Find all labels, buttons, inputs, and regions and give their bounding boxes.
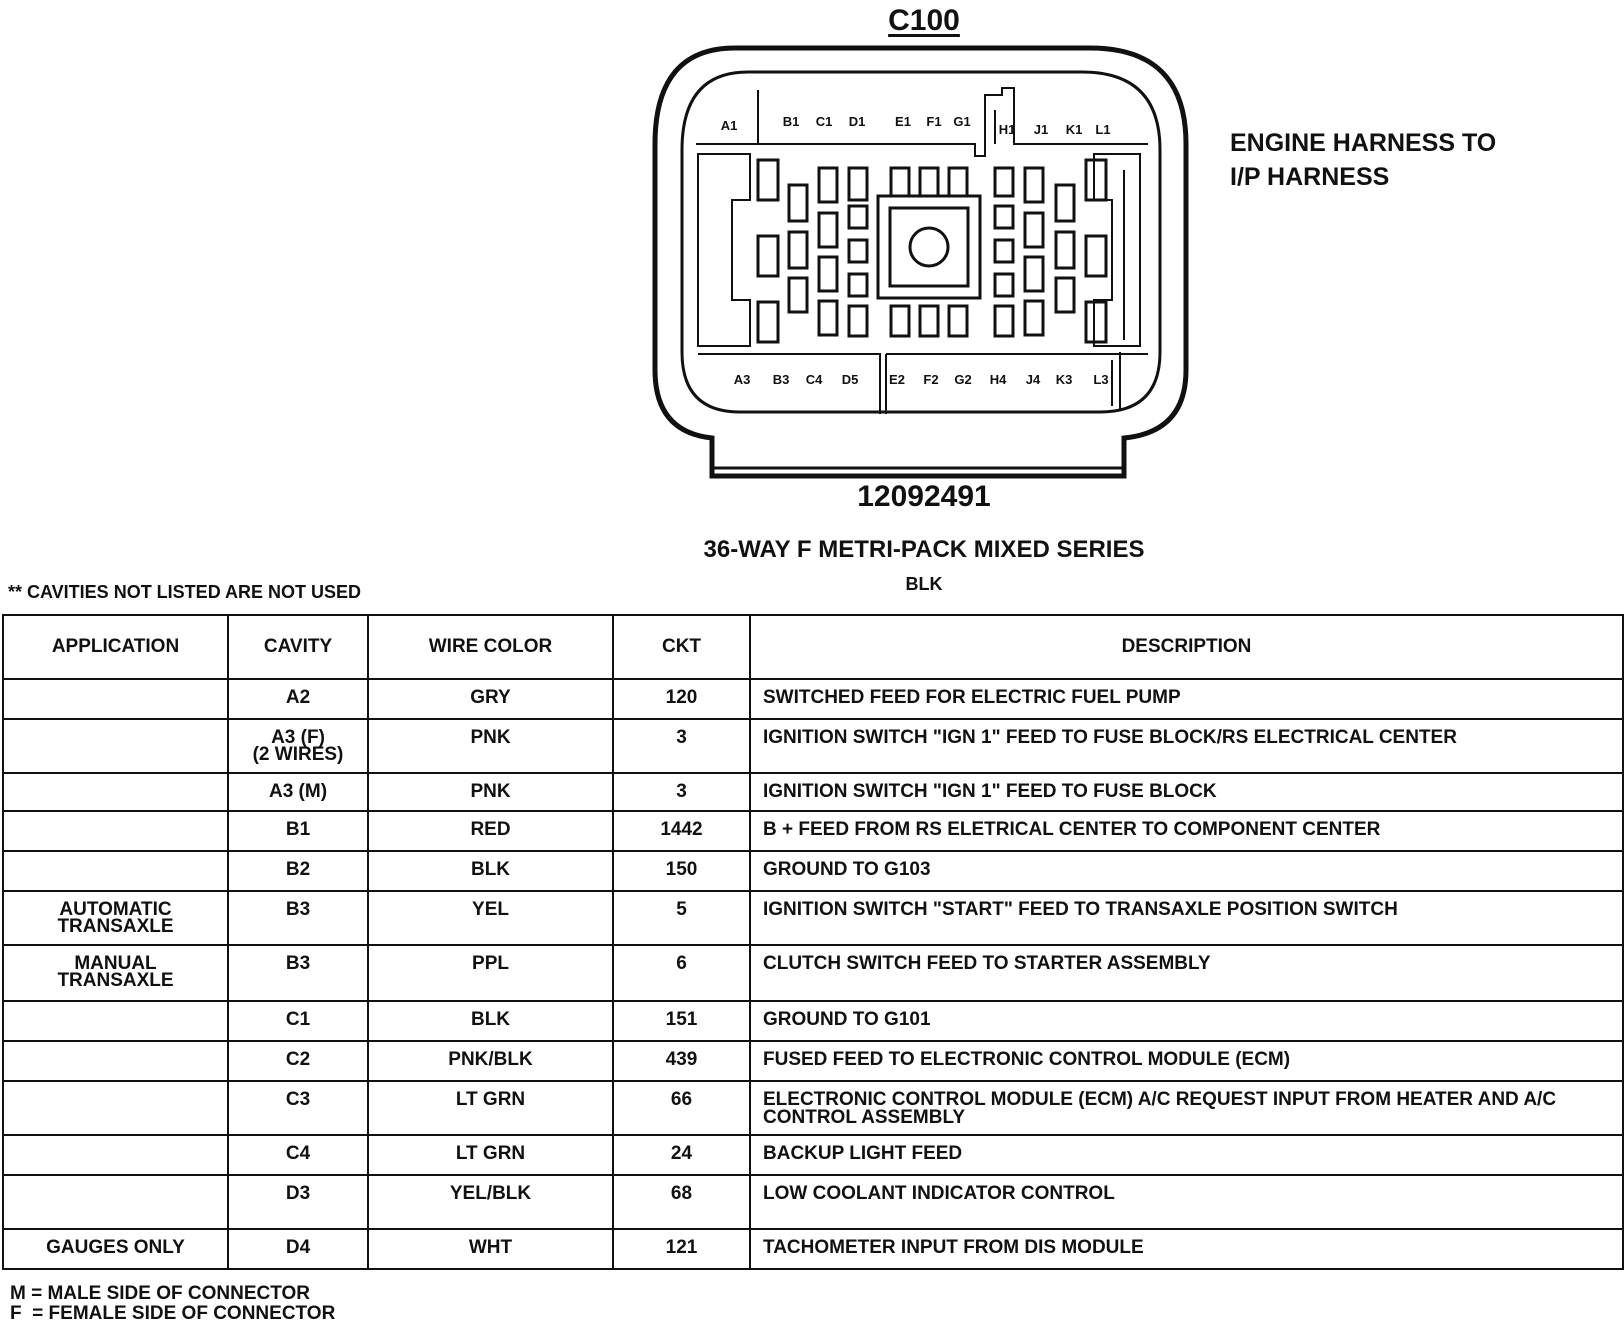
cell-application: GAUGES ONLY xyxy=(3,1229,228,1269)
cell-ckt: 24 xyxy=(613,1135,750,1175)
cavity-label-c4: C4 xyxy=(805,372,823,387)
cell-wire-color: BLK xyxy=(368,851,613,891)
header-description: DESCRIPTION xyxy=(750,615,1623,679)
cavity-slot xyxy=(819,213,837,247)
cell-ckt: 120 xyxy=(613,679,750,719)
cavity-label-c1: C1 xyxy=(815,114,833,129)
harness-label-line2: I/P HARNESS xyxy=(1230,163,1390,191)
table-header-row xyxy=(3,615,1623,679)
cell-cavity: B1 xyxy=(228,811,368,851)
cavity-label-b1: B1 xyxy=(782,114,800,129)
cavity-label-e2: E2 xyxy=(889,372,905,387)
table-row xyxy=(3,851,1623,891)
cavity-label-l3: L3 xyxy=(1093,372,1109,387)
cavity-slot xyxy=(789,278,807,312)
cavity-label-g1: G1 xyxy=(953,114,971,129)
connector-inner-shell xyxy=(682,72,1160,412)
cavity-slot xyxy=(849,306,867,336)
cell-description: IGNITION SWITCH "START" FEED TO TRANSAXLE POSITION SWITCH xyxy=(750,891,1623,945)
cavity-slot xyxy=(995,240,1013,262)
cell-description: IGNITION SWITCH "IGN 1" FEED TO FUSE BLOCK xyxy=(750,773,1623,811)
cell-cavity: C2 xyxy=(228,1041,368,1081)
cell-ckt: 151 xyxy=(613,1001,750,1041)
cavity-slot xyxy=(1056,185,1074,221)
cell-application xyxy=(3,851,228,891)
cavity-slot xyxy=(1056,232,1074,268)
cavity-slot xyxy=(849,206,867,228)
cell-wire-color: RED xyxy=(368,811,613,851)
cell-description: B + FEED FROM RS ELETRICAL CENTER TO COMPONENT CENTER xyxy=(750,811,1623,851)
cavity-label-b3: B3 xyxy=(772,372,790,387)
table-row xyxy=(3,811,1623,851)
cell-description: LOW COOLANT INDICATOR CONTROL xyxy=(750,1175,1623,1229)
cell-ckt: 1442 xyxy=(613,811,750,851)
harness-label xyxy=(1230,126,1496,194)
cell-description: GROUND TO G103 xyxy=(750,851,1623,891)
cavity-label-a3: A3 xyxy=(733,372,751,387)
cavity-slot xyxy=(849,274,867,296)
cavity-slot xyxy=(819,168,837,202)
cell-description: IGNITION SWITCH "IGN 1" FEED TO FUSE BLOCK/RS ELECTRICAL CENTER xyxy=(750,719,1623,773)
legend-female: F = FEMALE SIDE OF CONNECTOR xyxy=(10,1303,336,1324)
cell-cavity: D4 xyxy=(228,1229,368,1269)
cell-description: BACKUP LIGHT FEED xyxy=(750,1135,1623,1175)
cell-description: CLUTCH SWITCH FEED TO STARTER ASSEMBLY xyxy=(750,945,1623,1001)
cell-wire-color: YEL xyxy=(368,891,613,945)
cavity-slot xyxy=(1025,301,1043,335)
cavity-label-k3: K3 xyxy=(1055,372,1073,387)
cavity-slot xyxy=(995,168,1013,196)
cavity-label-e1: E1 xyxy=(895,114,911,129)
part-number: 12092491 xyxy=(857,480,991,513)
table-row xyxy=(3,1175,1623,1229)
cell-application xyxy=(3,1135,228,1175)
cavity-slot xyxy=(920,306,938,336)
cavity-slot xyxy=(789,232,807,268)
cavity-group xyxy=(758,160,1106,342)
cell-cavity: D3 xyxy=(228,1175,368,1229)
cavity-slot xyxy=(1025,168,1043,202)
cavity-slot xyxy=(1056,278,1074,312)
cavity-slot xyxy=(995,274,1013,296)
cell-cavity: A2 xyxy=(228,679,368,719)
cell-cavity: B3 xyxy=(228,891,368,945)
header-cavity: CAVITY xyxy=(228,615,368,679)
cavity-label-d1: D1 xyxy=(848,114,866,129)
header-wire-color: WIRE COLOR xyxy=(368,615,613,679)
cell-application: MANUAL TRANSAXLE xyxy=(3,945,228,1001)
cell-application xyxy=(3,1041,228,1081)
cavity-label-h4: H4 xyxy=(989,372,1007,387)
cavity-slot xyxy=(995,206,1013,228)
cell-ckt: 66 xyxy=(613,1081,750,1135)
cavity-slot xyxy=(891,168,909,196)
cavity-label-g2: G2 xyxy=(954,372,972,387)
cell-wire-color: LT GRN xyxy=(368,1081,613,1135)
cell-wire-color: WHT xyxy=(368,1229,613,1269)
table-row xyxy=(3,1135,1623,1175)
cavity-slot xyxy=(995,306,1013,336)
cavity-label-a1: A1 xyxy=(720,118,738,133)
cell-description: ELECTRONIC CONTROL MODULE (ECM) A/C REQUEST INPUT FROM HEATER AND A/C CONTROL ASSEMBLY xyxy=(750,1081,1623,1135)
cavity-slot xyxy=(920,168,938,196)
cavity-label-l1: L1 xyxy=(1095,122,1111,137)
cell-application xyxy=(3,811,228,851)
cavity-slot xyxy=(891,306,909,336)
cell-wire-color: BLK xyxy=(368,1001,613,1041)
unused-cavities-note: ** CAVITIES NOT LISTED ARE NOT USED xyxy=(8,582,362,602)
table-row xyxy=(3,1229,1623,1269)
cell-ckt: 3 xyxy=(613,773,750,811)
cell-application xyxy=(3,719,228,773)
cell-application xyxy=(3,679,228,719)
cavity-slot xyxy=(1025,213,1043,247)
cell-cavity: B2 xyxy=(228,851,368,891)
cavity-slot xyxy=(1086,236,1106,276)
cell-wire-color: PPL xyxy=(368,945,613,1001)
cell-wire-color: YEL/BLK xyxy=(368,1175,613,1229)
connector-color: BLK xyxy=(905,574,943,594)
cavity-slot xyxy=(849,240,867,262)
table-row xyxy=(3,1001,1623,1041)
cell-application xyxy=(3,1001,228,1041)
header-ckt: CKT xyxy=(613,615,750,679)
cavity-slot xyxy=(1086,302,1106,342)
cavity-label-k1: K1 xyxy=(1065,122,1083,137)
connector-face-diagram xyxy=(0,0,1624,500)
cavity-slot xyxy=(819,301,837,335)
cell-ckt: 439 xyxy=(613,1041,750,1081)
cavity-label-f1: F1 xyxy=(926,114,942,129)
cell-description: TACHOMETER INPUT FROM DIS MODULE xyxy=(750,1229,1623,1269)
cell-description: GROUND TO G101 xyxy=(750,1001,1623,1041)
cell-ckt: 3 xyxy=(613,719,750,773)
cell-cavity: A3 (F) (2 WIRES) xyxy=(228,719,368,773)
legend-male: M = MALE SIDE OF CONNECTOR xyxy=(10,1283,310,1304)
cavity-slot xyxy=(949,306,967,336)
table-row xyxy=(3,773,1623,811)
connector-title: C100 xyxy=(888,4,960,37)
center-boss-hole xyxy=(910,228,948,266)
cell-wire-color: LT GRN xyxy=(368,1135,613,1175)
bottom-cavity-labels xyxy=(734,372,1109,387)
cavity-slot xyxy=(1086,160,1106,200)
cell-application xyxy=(3,1081,228,1135)
cavity-label-f2: F2 xyxy=(923,372,939,387)
cavity-slot xyxy=(819,257,837,291)
table-row xyxy=(3,1081,1623,1135)
table-row xyxy=(3,945,1623,1001)
circuit-table xyxy=(2,614,1624,1270)
connector-series: 36-WAY F METRI-PACK MIXED SERIES xyxy=(703,536,1145,563)
table-row xyxy=(3,891,1623,945)
cavity-label-d5: D5 xyxy=(841,372,859,387)
cell-ckt: 150 xyxy=(613,851,750,891)
cell-description: FUSED FEED TO ELECTRONIC CONTROL MODULE (ECM) xyxy=(750,1041,1623,1081)
cell-application: AUTOMATIC TRANSAXLE xyxy=(3,891,228,945)
cavity-label-j4: J4 xyxy=(1025,372,1041,387)
cell-cavity: C1 xyxy=(228,1001,368,1041)
cavity-slot xyxy=(758,236,778,276)
cell-ckt: 6 xyxy=(613,945,750,1001)
cell-cavity: A3 (M) xyxy=(228,773,368,811)
cell-cavity: B3 xyxy=(228,945,368,1001)
cell-ckt: 5 xyxy=(613,891,750,945)
cavity-slot xyxy=(789,185,807,221)
cavity-slot xyxy=(758,160,778,200)
legend xyxy=(10,1284,335,1324)
cell-description: SWITCHED FEED FOR ELECTRIC FUEL PUMP xyxy=(750,679,1623,719)
top-cavity-labels xyxy=(721,114,1111,137)
cell-wire-color: GRY xyxy=(368,679,613,719)
cell-wire-color: PNK xyxy=(368,773,613,811)
cell-cavity: C4 xyxy=(228,1135,368,1175)
center-boss-outer xyxy=(878,196,980,298)
cell-application xyxy=(3,773,228,811)
cavity-slot xyxy=(1025,257,1043,291)
cell-application xyxy=(3,1175,228,1229)
cavity-label-j1: J1 xyxy=(1033,122,1049,137)
header-application: APPLICATION xyxy=(3,615,228,679)
cell-ckt: 121 xyxy=(613,1229,750,1269)
table-row xyxy=(3,1041,1623,1081)
cavity-slot xyxy=(949,168,967,196)
cell-ckt: 68 xyxy=(613,1175,750,1229)
cavity-slot xyxy=(758,302,778,342)
cavity-slot xyxy=(849,168,867,200)
cell-wire-color: PNK xyxy=(368,719,613,773)
cavity-label-h1: H1 xyxy=(998,122,1016,137)
center-boss-inner xyxy=(890,208,968,286)
cell-cavity: C3 xyxy=(228,1081,368,1135)
cell-wire-color: PNK/BLK xyxy=(368,1041,613,1081)
harness-label-line1: ENGINE HARNESS TO xyxy=(1230,129,1497,157)
table-row xyxy=(3,719,1623,773)
table-row xyxy=(3,679,1623,719)
